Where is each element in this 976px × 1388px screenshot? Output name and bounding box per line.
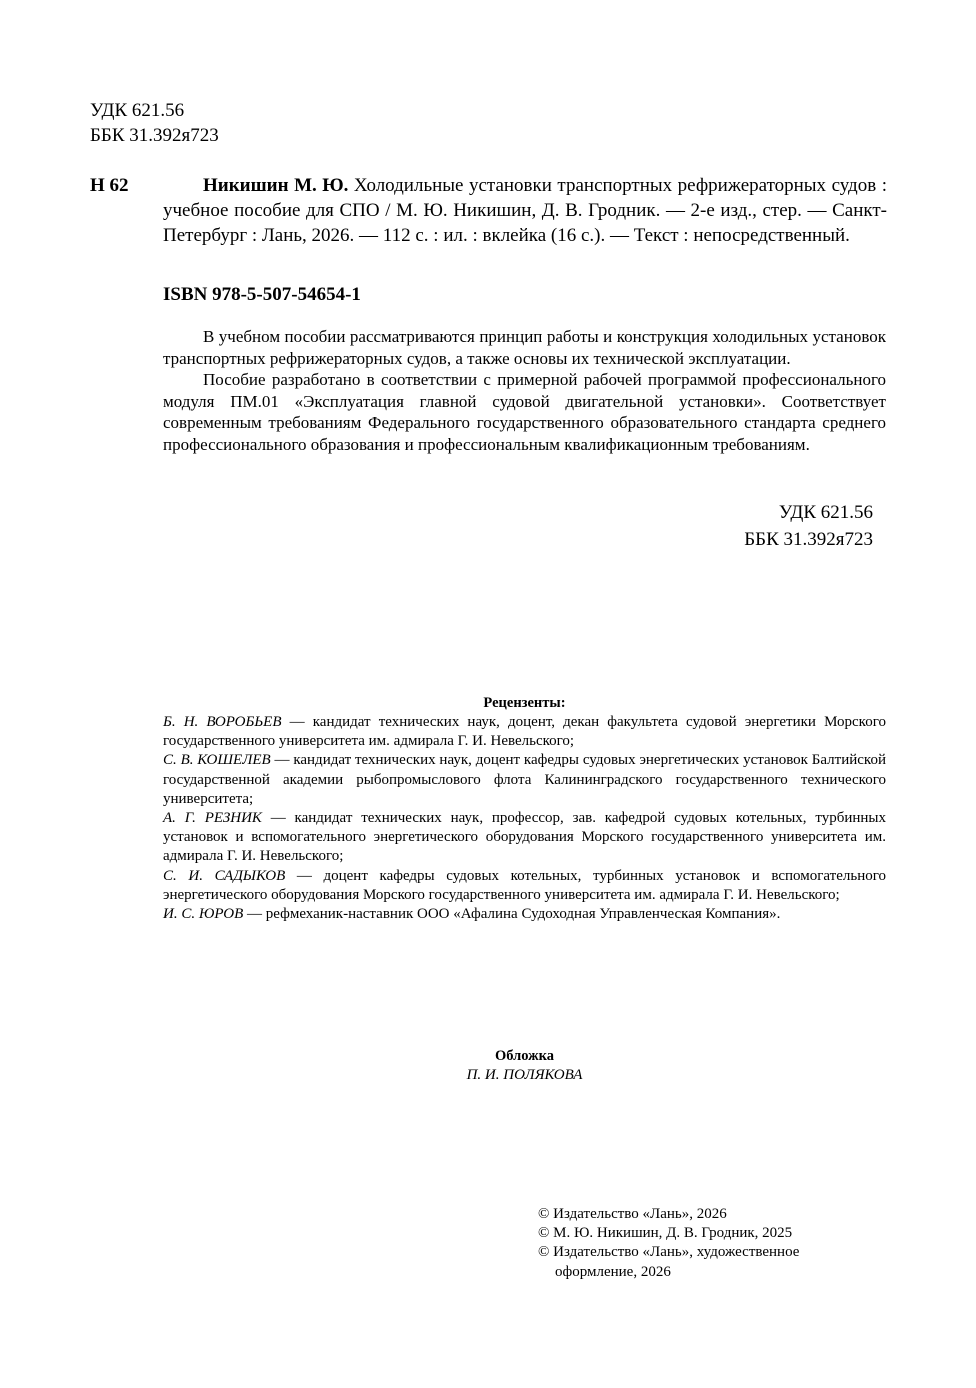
cover-title: Обложка (494, 1048, 555, 1064)
reviewer-entry (163, 867, 886, 905)
bottom-classification-codes (600, 499, 873, 553)
copyright-line: © Издательство «Лань», художественное оформление, 2026 (538, 1244, 800, 1280)
copyright-line: © Издательство «Лань», 2026 (538, 1206, 727, 1222)
isbn: ISBN 978-5-507-54654-1 (163, 284, 361, 305)
abstract-paragraph: Пособие разработано в соответствии с примерной рабочей программой профессионального модуля ПМ.01 «Эксплуатация главной судовой двигательной установки». Соответствует современным требованиям Федерального государственного образовательного стандарта среднего профессионального образования и профессиональным квалификационным требованиям. (163, 370, 886, 454)
reviewers-list (163, 713, 886, 924)
abstract (163, 326, 886, 455)
reviewer-name: С. И. САДЫКОВ (163, 867, 286, 884)
cover-designer: П. И. ПОЛЯКОВА (466, 1067, 583, 1083)
bbk-code: ББК 31.392я723 (744, 529, 873, 550)
reviewer-name: С. В. КОШЕЛЕВ (163, 752, 271, 769)
reviewer-name: И. С. ЮРОВ (163, 906, 244, 923)
bbk-code: ББК 31.392я723 (90, 125, 219, 146)
reviewer-description: — кандидат технических наук, доцент кафедры судовых энергетических установок Балтийской государственной академии рыбопромыслового флота Калининградского государственного технического университета; (163, 752, 886, 807)
reviewer-entry (163, 751, 886, 809)
reviewer-name: А. Г. РЕЗНИК (163, 810, 262, 827)
abstract-paragraph: В учебном пособии рассматриваются принцип работы и конструкция холодильных установок транспортных рефрижераторных судов, а также основы их технической эксплуатации. (163, 327, 886, 368)
reviewer-entry (163, 905, 886, 924)
top-classification-codes (90, 98, 219, 148)
reviewer-name: Б. Н. ВОРОБЬЕВ (163, 714, 282, 730)
reviewer-description: — доцент кафедры судовых котельных, турбинных установок и вспомогательного энергетического оборудования Морского государственного университета им. адмирала Г. И. Невельского; (163, 867, 887, 903)
book-description: Холодильные установки транспортных рефрижераторных судов : учебное пособие для СПО / М. Ю. Никишин, Д. В. Гродник. — 2-е изд., стер. — Санкт-Петербург : Лань, 2026. — 112 с. : ил. : вклейка (16 с.). — Текст : непосредственный. (163, 175, 887, 246)
reviewer-description: — рефмеханик-наставник ООО «Афалина Судоходная Управленческая Компания». (243, 906, 781, 923)
author-sign-code: Н 62 (90, 175, 129, 196)
reviewer-description: — кандидат технических наук, профессор, зав. кафедрой судовых котельных, турбинных установок и вспомогательного энергетического оборудования Морского государственного университета им. адмирала Г. И. Невельского; (163, 810, 887, 865)
author-name: Никишин М. Ю. (203, 175, 349, 196)
reviewers-title: Рецензенты: (483, 695, 566, 711)
udk-code: УДК 621.56 (90, 100, 185, 121)
udk-code: УДК 621.56 (778, 502, 873, 523)
copyright-line: © М. Ю. Никишин, Д. В. Гродник, 2025 (538, 1225, 793, 1242)
bibliographic-description (163, 173, 887, 248)
reviewer-description: — кандидат технических наук, доцент, декан факультета судовой энергетики Морского государственного университета им. адмирала Г. И. Невельского; (163, 714, 886, 750)
copyright-block (538, 1205, 868, 1282)
reviewer-entry (163, 713, 886, 751)
reviewer-entry (163, 809, 886, 867)
